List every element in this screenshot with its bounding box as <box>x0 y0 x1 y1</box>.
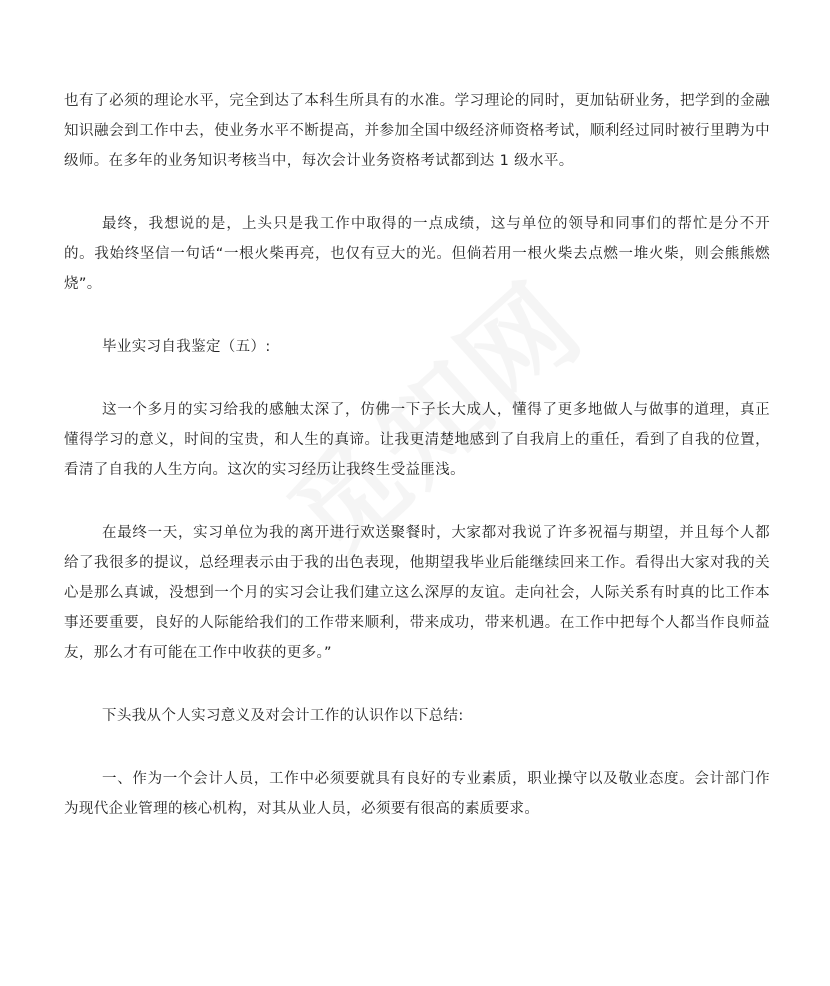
paragraph-spacer <box>64 362 770 395</box>
paragraph-spacer <box>64 176 770 209</box>
paragraph-spacer <box>64 299 770 332</box>
document-body <box>64 86 770 824</box>
paragraph-2: 最终，我想说的是，上头只是我工作中取得的一点成绩，这与单位的领导和同事们的帮忙是分不开的。我始终坚信一句话“一根火柴再亮，也仅有豆大的光。但倘若用一根火柴去点燃一堆火柴，则会熊熊燃烧”。 <box>64 216 770 292</box>
section-heading: 毕业实习自我鉴定（五）: <box>102 339 271 355</box>
paragraph-5: 下头我从个人实习意义及对会计工作的认识作以下总结: <box>102 708 464 724</box>
paragraph-spacer <box>64 668 770 701</box>
paragraph-1: 也有了必须的理论水平，完全到达了本科生所具有的水准。学习理论的同时，更加钻研业务，把学到的金融知识融会到工作中去，使业务水平不断提高，并参加全国中级经济师资格考试，顺利经过同时被行里聘为中级师。在多年的业务知识考核当中，每次会计业务资格考试都到达 1 级水平。 <box>64 93 770 169</box>
paragraph-spacer <box>64 485 770 518</box>
paragraph-3: 这一个多月的实习给我的感触太深了，仿佛一下子长大成人，懂得了更多地做人与做事的道理，真正懂得学习的意义，时间的宝贵，和人生的真谛。让我更清楚地感到了自我肩上的重任，看到了自我的位置，看清了自我的人生方向。这次的实习经历让我终生受益匪浅。 <box>64 402 770 478</box>
paragraph-4: 在最终一天，实习单位为我的离开进行欢送聚餐时，大家都对我说了许多祝福与期望，并且每个人都给了我很多的提议，总经理表示由于我的出色表现，他期望我毕业后能继续回来工作。看得出大家对我的关心是那么真诚，没想到一个月的实习会让我们建立这么深厚的友谊。走向社会，人际关系有时真的比工作本事还要重要，良好的人际能给我们的工作带来顺利，带来成功，带来机遇。在工作中把每个人都当作良师益友，那么才有可能在工作中收获的更多。” <box>64 525 770 661</box>
paragraph-spacer <box>64 731 770 764</box>
paragraph-6: 一、作为一个会计人员，工作中必须要就具有良好的专业素质，职业操守以及敬业态度。会计部门作为现代企业管理的核心机构，对其从业人员，必须要有很高的素质要求。 <box>64 771 770 817</box>
